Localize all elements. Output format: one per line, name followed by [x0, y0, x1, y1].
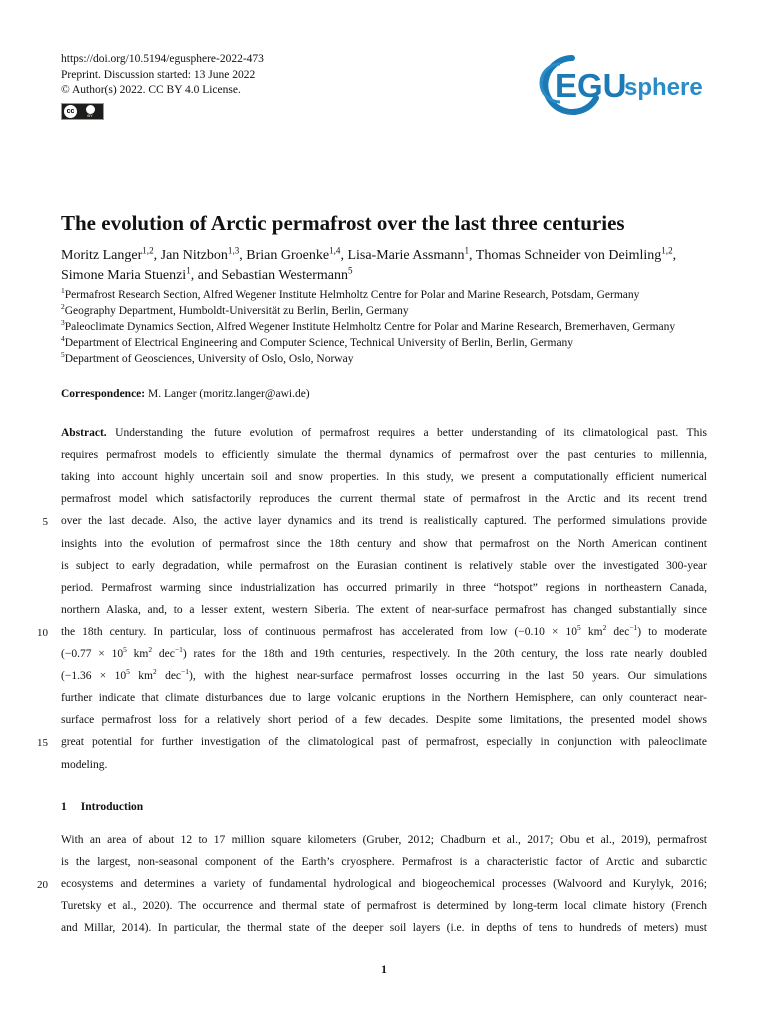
text-line: the 18th century. In particular, loss of continuous permafrost has accelerated from low ($-0.10 \times 10^5$ $km^2$ dec$^{-1}$) to moderate	[61, 623, 707, 638]
text-line: With an area of about 12 to 17 million square kilometers (Gruber, 2012; Chadburn et al., 2017; Obu et al., 2019), permafrost	[61, 834, 707, 846]
author-name: Simone Maria Stuenzi$^1$	[61, 265, 191, 283]
doi-link[interactable]: https://doi.org/10.5194/egusphere-2022-473	[61, 53, 264, 65]
logo-sphere-text: sphere	[624, 74, 703, 101]
text-line: modeling.	[61, 758, 108, 771]
text-line: period. Permafrost warming since industrialization has occurred primarily in three “hotspot” regions in northeastern Canada,	[61, 581, 707, 594]
section-heading-introduction	[61, 801, 143, 813]
author-name: Moritz Langer$^{1,2}$	[61, 245, 154, 263]
author-affiliation-sup: 1,2	[142, 245, 154, 256]
correspondence	[61, 388, 310, 400]
text-line: Abstract. Understanding the future evolution of permafrost requires a better understanding of its climatological past. This	[61, 427, 707, 439]
section-title: Introduction	[80, 801, 144, 813]
text-line: great potential for further investigation of the climatological past of permafrost, especially in conjunction with paleoclimate	[61, 736, 707, 749]
preprint-date: Preprint. Discussion started: 13 June 2022	[61, 68, 256, 81]
page-number: 1	[381, 964, 387, 976]
author-affiliation-sup: 1,3	[227, 245, 240, 256]
author-name: Brian Groenke$^{1,4}$	[246, 245, 341, 263]
text-line: is subject to early degradation, while permafrost on the Eurasian continent is relatively stable over the investigated 300-year	[61, 559, 707, 572]
author-affiliation-sup: 1,4	[329, 245, 341, 256]
author-name: Lisa-Marie Assmann$^1$	[347, 245, 470, 263]
correspondence-label: Correspondence:	[61, 388, 146, 400]
author-list: Moritz Langer$^{1,2}$, Jan Nitzbon$^{1,3}$, Brian Groenke$^{1,4}$, Lisa-Marie Assmann$^1$, Thomas Schneider von Deimling$^{1,2}$, Simone Maria Stuenzi$^1$, and Sebastian Westermann$^5$	[61, 245, 677, 283]
line-number: 20	[37, 879, 48, 892]
line-number: 5	[42, 516, 48, 529]
text-line: ($-1.36 \times 10^5$ $km^2$ dec$^{-1}$), with the highest near-surface permafrost losses occurring in the last 50 years. Our simulations	[61, 667, 707, 683]
text-line: and Millar, 2014). In particular, the thermal state of the deeper soil layers (i.e. in depths of tens to hundreds of meters) must	[61, 922, 707, 935]
correspondence-contact[interactable]: M. Langer (moritz.langer@awi.de)	[148, 388, 310, 400]
text-line: is the largest, non-seasonal component of the Earth’s cryosphere. Permafrost is a characteristic factor of Arctic and subarctic	[61, 856, 707, 869]
preprint-metadata	[61, 52, 264, 99]
line-number: 15	[37, 737, 48, 750]
text-line: ($-0.77 \times 10^5$ $km^2$ dec$^{-1}$) rates for the 18th and 19th centuries, respectively. In the 20th century, the loss rate nearly doubled	[61, 645, 707, 660]
affiliation: $^5$Department of Geosciences, University of Oslo, Oslo, Norway	[61, 349, 354, 365]
author-name: Thomas Schneider von Deimling$^{1,2}$	[475, 245, 673, 263]
affiliation: $^4$Department of Electrical Engineering and Computer Science, Technical University of Berlin, Berlin, Germany	[61, 333, 574, 349]
by-icon: BY	[77, 105, 103, 118]
cc-icon: cc	[64, 105, 77, 118]
author-affiliation-sup: 1	[464, 245, 470, 256]
affiliation-list	[61, 288, 721, 368]
author-affiliation-sup: 1,2	[661, 245, 673, 256]
text-line: requires permafrost models to efficiently simulate the thermal dynamics of permafrost over the past centuries to millennia,	[61, 449, 707, 462]
copyright-notice: © Author(s) 2022. CC BY 4.0 License.	[61, 84, 241, 96]
text-line: taking into account highly uncertain soil and snow properties. In this study, we present a computationally efficient numerical	[61, 471, 707, 484]
text-line: northern Alaska, and, to a lesser extent, western Siberia. The extent of near-surface permafrost has changed substantially since	[61, 603, 707, 616]
line-number: 10	[37, 626, 48, 639]
egusphere-logo	[538, 50, 718, 116]
paper-title: The evolution of Arctic permafrost over the last three centuries	[61, 211, 625, 235]
cc-by-license-icon[interactable]	[61, 103, 104, 120]
text-line: ecosystems and determines a variety of fundamental hydrological and biogeochemical processes (Walvoord and Kurylyk, 2016;	[61, 878, 707, 891]
author-affiliation-sup: 1	[186, 265, 191, 276]
section-number: 1	[61, 801, 67, 813]
author-name: Sebastian Westermann$^5$	[221, 265, 353, 283]
text-line: over the last decade. Also, the active layer dynamics and its trend is realistically captured. The performed simulations provide	[61, 515, 707, 528]
author-affiliation-sup: 5	[348, 265, 353, 276]
affiliation: $^2$Geography Department, Humboldt-Universität zu Berlin, Berlin, Germany	[61, 302, 409, 317]
text-line: surface permafrost loss for a relatively short period of a few decades. Despite some limitations, the presented model shows	[61, 714, 707, 727]
text-line: permafrost model which satisfactorily reproduces the current thermal state of permafrost in the Arctic and its recent trend	[61, 493, 707, 506]
logo-egu-text: EGU	[555, 67, 627, 104]
text-line: further indicate that climate disturbances due to large volcanic eruptions in the Northern Hemisphere, can only counteract near-	[61, 692, 707, 705]
affiliation: $^1$Permafrost Research Section, Alfred Wegener Institute Helmholtz Centre for Polar and Marine Research, Potsdam, Germany	[61, 286, 640, 301]
text-line: Turetsky et al., 2020). The occurrence and thermal state of permafrost is determined by long-term local climate history (French	[61, 900, 707, 913]
affiliation: $^3$Paleoclimate Dynamics Section, Alfred Wegener Institute Helmholtz Centre for Polar and Marine Research, Bremerhaven, Germany	[61, 317, 676, 333]
text-line: insights into the evolution of permafrost since the 18th century and show that permafrost on the North American continent	[61, 537, 707, 550]
author-name: Jan Nitzbon$^{1,3}$	[160, 245, 240, 263]
